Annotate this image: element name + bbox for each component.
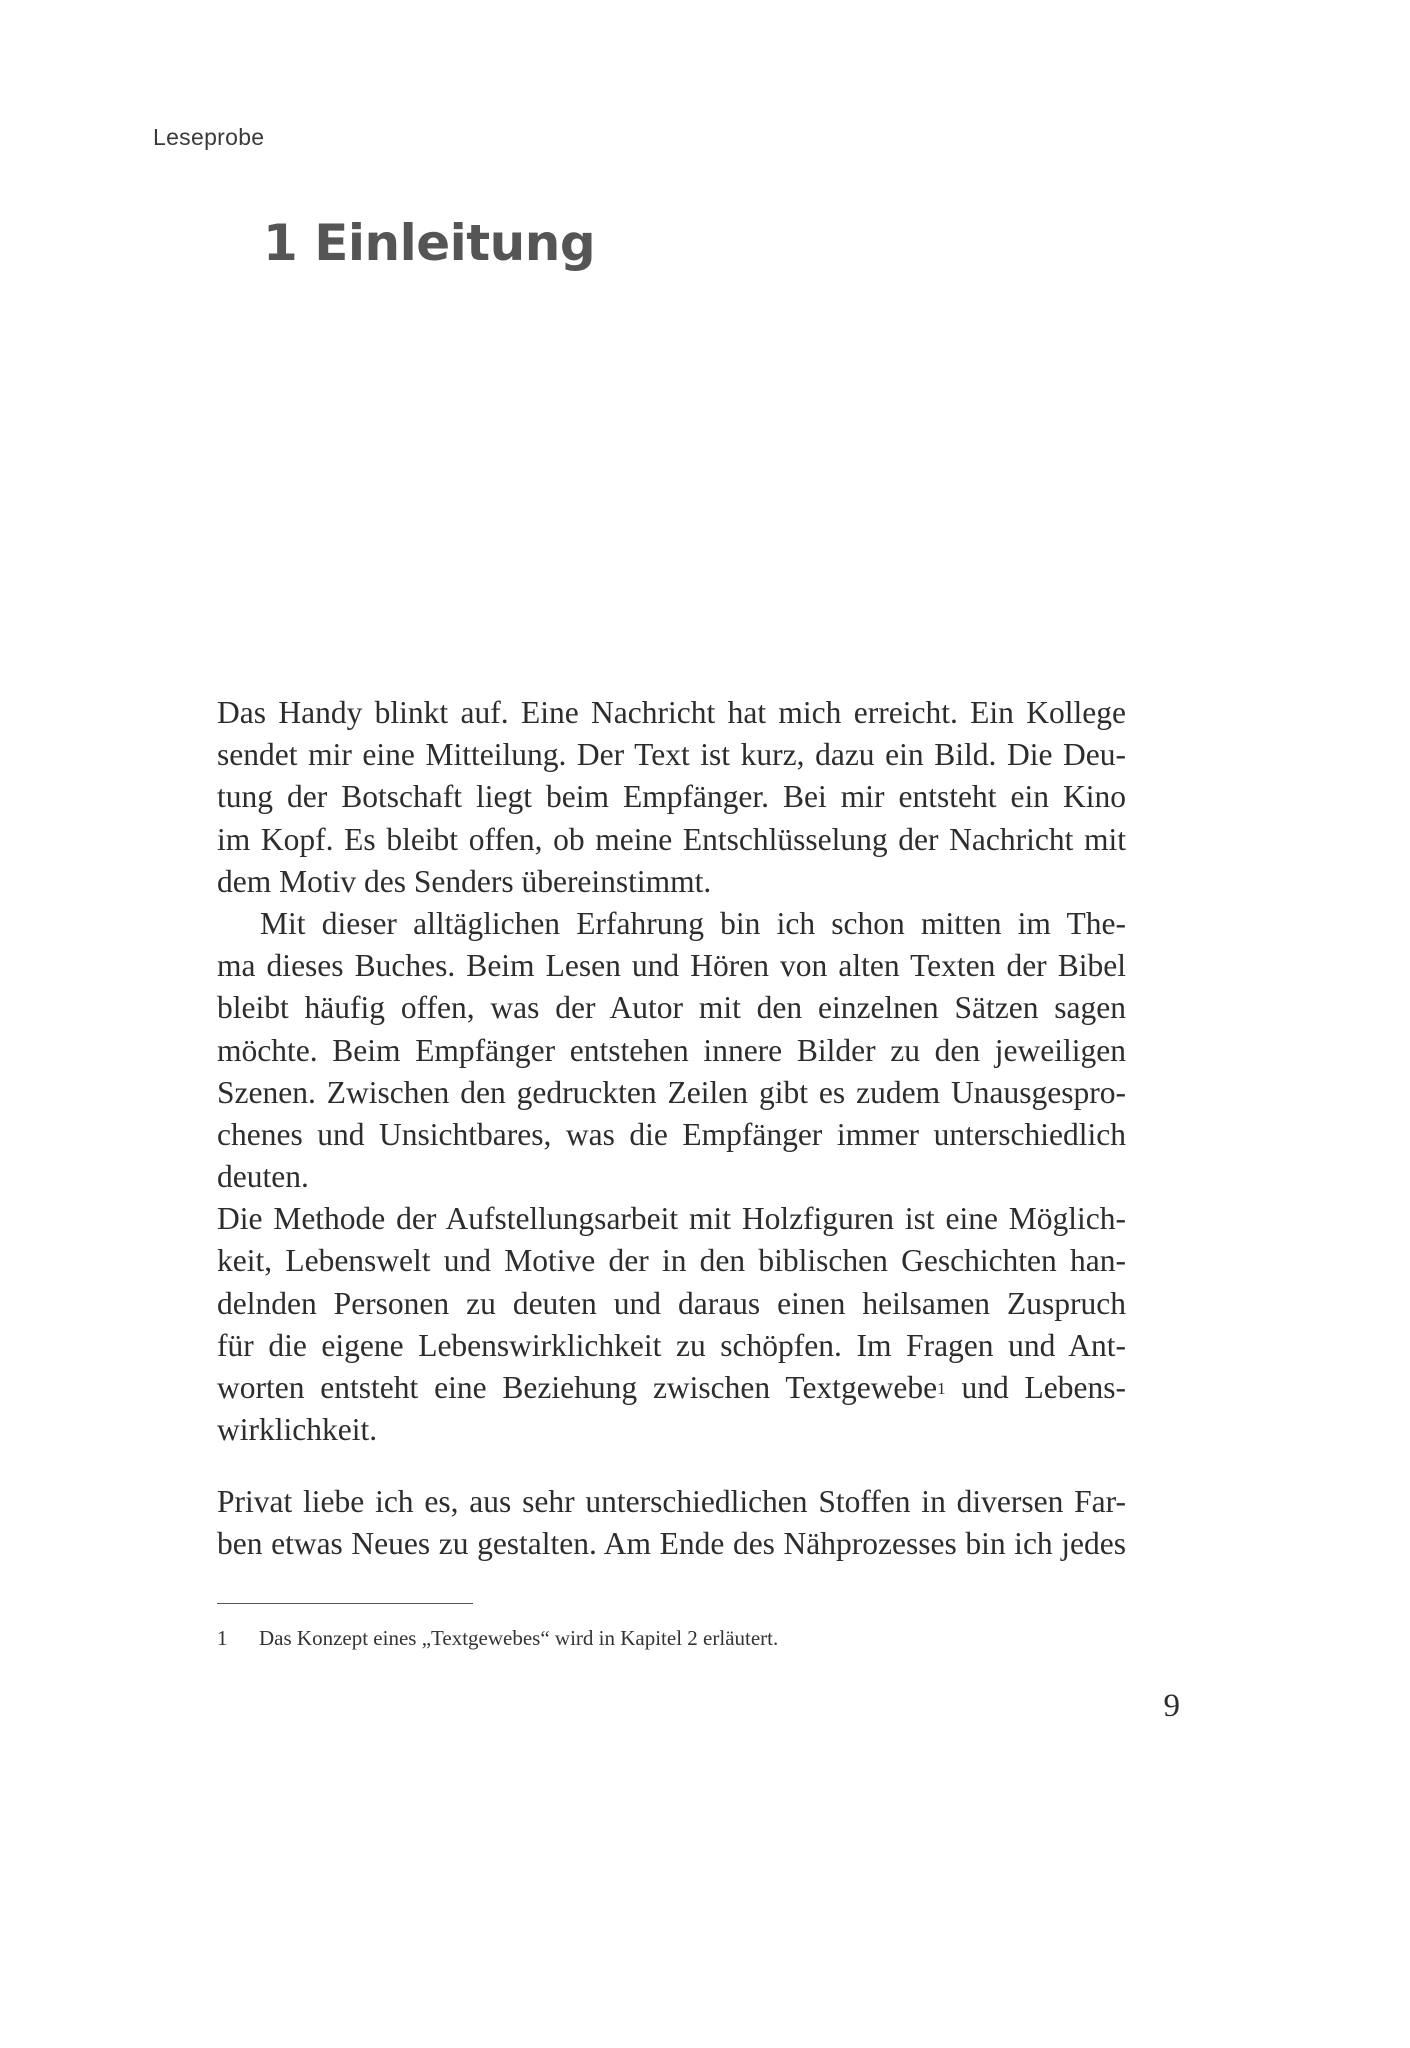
text-line: Szenen. Zwischen den gedruckten Zeilen gibt es zudem Unausgespro- [217,1074,1126,1110]
text-line: delnden Personen zu deuten und daraus einen heilsamen Zuspruch [217,1285,1126,1321]
text-line: chenes und Unsichtbares, was die Empfänger immer unterschiedlich [217,1116,1126,1152]
text-line: dem Motiv des Senders übereinstimmt. [217,863,712,899]
text-line: Das Handy blinkt auf. Eine Nachricht hat mich erreicht. Ein Kollege [217,695,1126,730]
text-line: möchte. Beim Empfänger entstehen innere Bilder zu den jeweiligen [217,1032,1126,1068]
text-line: Die Methode der Aufstellungsarbeit mit Holzfiguren ist eine Möglich- [217,1201,1126,1237]
text-line: für die eigene Lebenswirklichkeit zu schöpfen. Im Fragen und Ant- [217,1327,1126,1363]
footnote-number: 1 [217,1626,228,1650]
text-line-with-footnote [217,1367,1126,1409]
paragraph [217,1198,1126,1451]
paragraph [217,1481,1126,1565]
paragraph [217,903,1126,1198]
text-line: bleibt häufig offen, was der Autor mit den einzelnen Sätzen sagen [217,990,1126,1026]
body-text-block [217,1481,1126,1565]
footnote-reference[interactable]: 1 [937,1379,946,1398]
text-line: ma dieses Buches. Beim Lesen und Hören von alten Texten der Bibel [217,948,1126,984]
footnote-divider [217,1603,473,1604]
page-number: 9 [1163,1688,1180,1724]
text-line: Mit dieser alltäglichen Erfahrung bin ich schon mitten im The- [260,905,1126,941]
paragraph [217,692,1126,903]
body-text-block [217,692,1126,1451]
chapter-title: 1 Einleitung [263,214,596,272]
footnote [217,1626,778,1651]
text-line: im Kopf. Es bleibt offen, ob meine Entschlüsselung der Nachricht mit [217,821,1126,857]
sample-label: Leseprobe [153,124,265,150]
text-line: tung der Botschaft liegt beim Empfänger. Bei mir entsteht ein Kino [217,779,1126,815]
text-segment: worten entsteht eine Beziehung zwischen Textgewebe [217,1370,938,1405]
text-segment: und Lebens- [945,1370,1127,1405]
text-line: ben etwas Neues zu gestalten. Am Ende des Nähprozesses bin ich jedes [217,1526,1126,1562]
text-line: wirklichkeit. [217,1412,378,1448]
text-line: deuten. [217,1159,309,1195]
text-line: sendet mir eine Mitteilung. Der Text ist kurz, dazu ein Bild. Die Deu- [217,737,1126,773]
text-line: Privat liebe ich es, aus sehr unterschiedlichen Stoffen in diversen Far- [217,1484,1126,1519]
footnote-text: Das Konzept eines „Textgewebes“ wird in Kapitel 2 erläutert. [259,1626,779,1650]
text-line: keit, Lebenswelt und Motive der in den biblischen Geschichten han- [217,1243,1126,1279]
